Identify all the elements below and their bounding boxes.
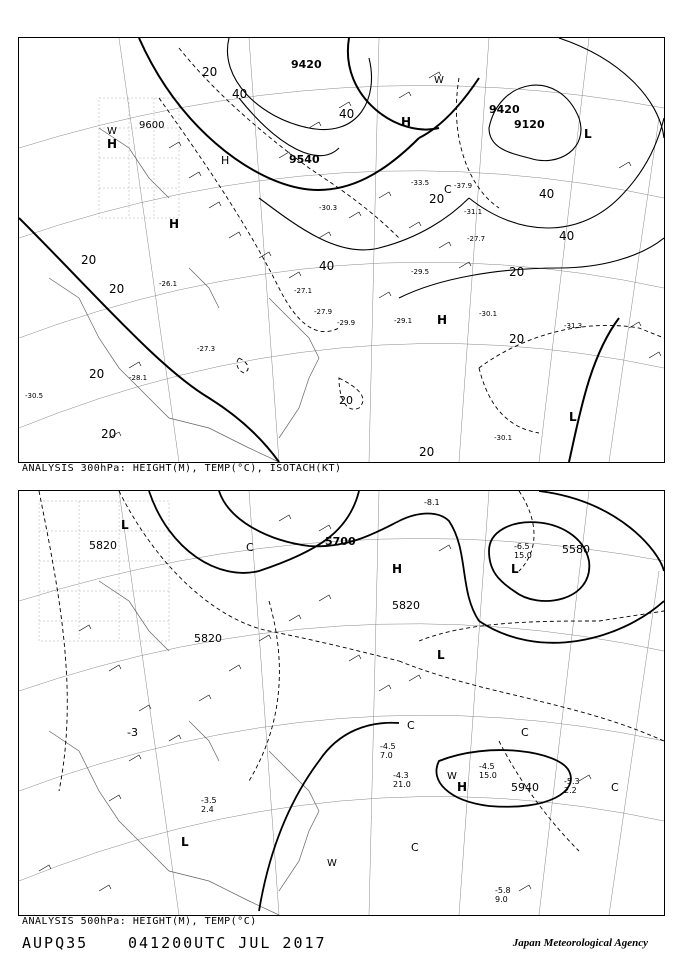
- temp-label: -31.1: [464, 208, 483, 216]
- pressure-system-label: H: [401, 115, 412, 129]
- height-label: 5700: [325, 535, 356, 548]
- pressure-system-label: L: [511, 562, 519, 576]
- pressure-system-label: C: [407, 719, 415, 732]
- pressure-system-label: L: [121, 518, 129, 532]
- isotach-label: 20: [509, 332, 525, 346]
- temp-label: -6.5: [514, 542, 530, 551]
- pressure-system-label: L: [569, 410, 577, 424]
- isotach-label: 20: [81, 253, 97, 267]
- temp-label: -8.1: [424, 498, 440, 507]
- isotach-label: 20: [202, 65, 218, 79]
- isotach-label: 40: [232, 87, 248, 101]
- isotach-label: 20: [419, 445, 435, 459]
- pressure-system-label: C: [411, 841, 419, 854]
- temp-label: -5.8: [495, 886, 511, 895]
- temp-label: -3: [127, 726, 138, 739]
- temp-label: -27.3: [197, 345, 216, 353]
- temp-label: -29.1: [394, 317, 413, 325]
- temp-label: -30.1: [479, 310, 498, 318]
- pressure-system-label: L: [437, 648, 445, 662]
- temp-label: 9.0: [495, 895, 508, 904]
- pressure-system-label: H: [221, 154, 230, 167]
- pressure-system-label: C: [444, 183, 452, 196]
- temp-label: -4.5: [479, 762, 495, 771]
- coastline: [49, 128, 319, 462]
- map-500hpa-chart: [19, 491, 664, 915]
- isotach-label: 20: [339, 394, 353, 407]
- panel-caption-500hpa: ANALYSIS 500hPa: HEIGHT(M), TEMP(°C): [22, 916, 257, 927]
- pressure-system-label: H: [169, 217, 180, 231]
- pressure-system-label: H: [457, 780, 468, 794]
- agency-name: Japan Meteorological Agency: [512, 937, 648, 949]
- temp-label: -30.3: [319, 204, 338, 212]
- height-contours: [19, 38, 619, 462]
- temp-label: -26.1: [159, 280, 178, 288]
- temp-label: -31.3: [564, 322, 583, 330]
- temp-label: 2.2: [564, 786, 577, 795]
- height-label: 9420: [291, 58, 322, 71]
- temp-label: -28.1: [129, 374, 148, 382]
- map-300hpa-chart: [19, 38, 664, 462]
- isotach-label: 40: [539, 187, 555, 201]
- pressure-system-label: L: [584, 127, 592, 141]
- isotach-label: 40: [339, 107, 355, 121]
- coastline: [49, 581, 319, 915]
- map-500hpa-panel: [18, 490, 665, 916]
- height-label: 9540: [289, 153, 320, 166]
- panel-caption-300hpa: ANALYSIS 300hPa: HEIGHT(M), TEMP(°C), ISOTACH(KT): [22, 463, 342, 474]
- temp-label: 7.0: [380, 751, 393, 760]
- wind-barbs: [39, 515, 591, 891]
- pressure-system-label: H: [392, 562, 403, 576]
- pressure-system-label: W: [107, 126, 117, 137]
- pressure-system-label: L: [181, 835, 189, 849]
- temp-label: -4.5: [380, 742, 396, 751]
- temp-label: -30.5: [25, 392, 44, 400]
- temp-label: -37.9: [454, 182, 473, 190]
- temp-label: -4.3: [393, 771, 409, 780]
- isotach-label: 40: [319, 259, 335, 273]
- height-label: 9420: [489, 103, 520, 116]
- temp-label: -30.1: [494, 434, 513, 442]
- chart-code: AUPQ35: [22, 934, 89, 952]
- temp-label: 15.0: [479, 771, 497, 780]
- temp-label: -29.5: [411, 268, 430, 276]
- temp-label: -33.5: [411, 179, 430, 187]
- pressure-system-label: W: [434, 75, 444, 86]
- height-label: 5820: [194, 632, 222, 645]
- valid-time: 041200UTC JUL 2017: [128, 934, 327, 952]
- height-label: 5820: [89, 539, 117, 552]
- temp-contours: [159, 48, 664, 433]
- height-label: 5820: [392, 599, 420, 612]
- pressure-system-label: C: [246, 541, 254, 554]
- pressure-system-label: C: [521, 726, 529, 739]
- pressure-system-label: H: [437, 313, 448, 327]
- temp-label: 15.0: [514, 551, 532, 560]
- land-grid: [39, 501, 169, 641]
- isotach-label: 40: [559, 229, 575, 243]
- temp-label: 2.4: [201, 805, 214, 814]
- isotach-label: 20: [509, 265, 525, 279]
- isotach-label: 20: [109, 282, 125, 296]
- pressure-system-label: W: [447, 771, 457, 782]
- isotach-label: 20: [429, 192, 445, 206]
- pressure-system-label: W: [327, 858, 337, 869]
- temp-label: -27.7: [467, 235, 486, 243]
- pressure-system-label: H: [107, 137, 118, 151]
- pressure-system-label: C: [611, 781, 619, 794]
- isotach-contours: [227, 38, 664, 298]
- temp-label: -29.9: [337, 319, 356, 327]
- height-label: 9600: [139, 120, 165, 131]
- temp-label: -5.3: [564, 777, 580, 786]
- height-label: 5940: [511, 781, 539, 794]
- height-label: 5580: [562, 543, 590, 556]
- temp-label: -27.1: [294, 287, 313, 295]
- isotach-label: 20: [89, 367, 105, 381]
- temp-label: 21.0: [393, 780, 411, 789]
- wind-barbs: [109, 72, 661, 438]
- temp-label: -27.9: [314, 308, 333, 316]
- height-label: 9120: [514, 118, 545, 131]
- map-300hpa-panel: [18, 37, 665, 463]
- isotach-label: 20: [101, 427, 117, 441]
- temp-label: -3.5: [201, 796, 217, 805]
